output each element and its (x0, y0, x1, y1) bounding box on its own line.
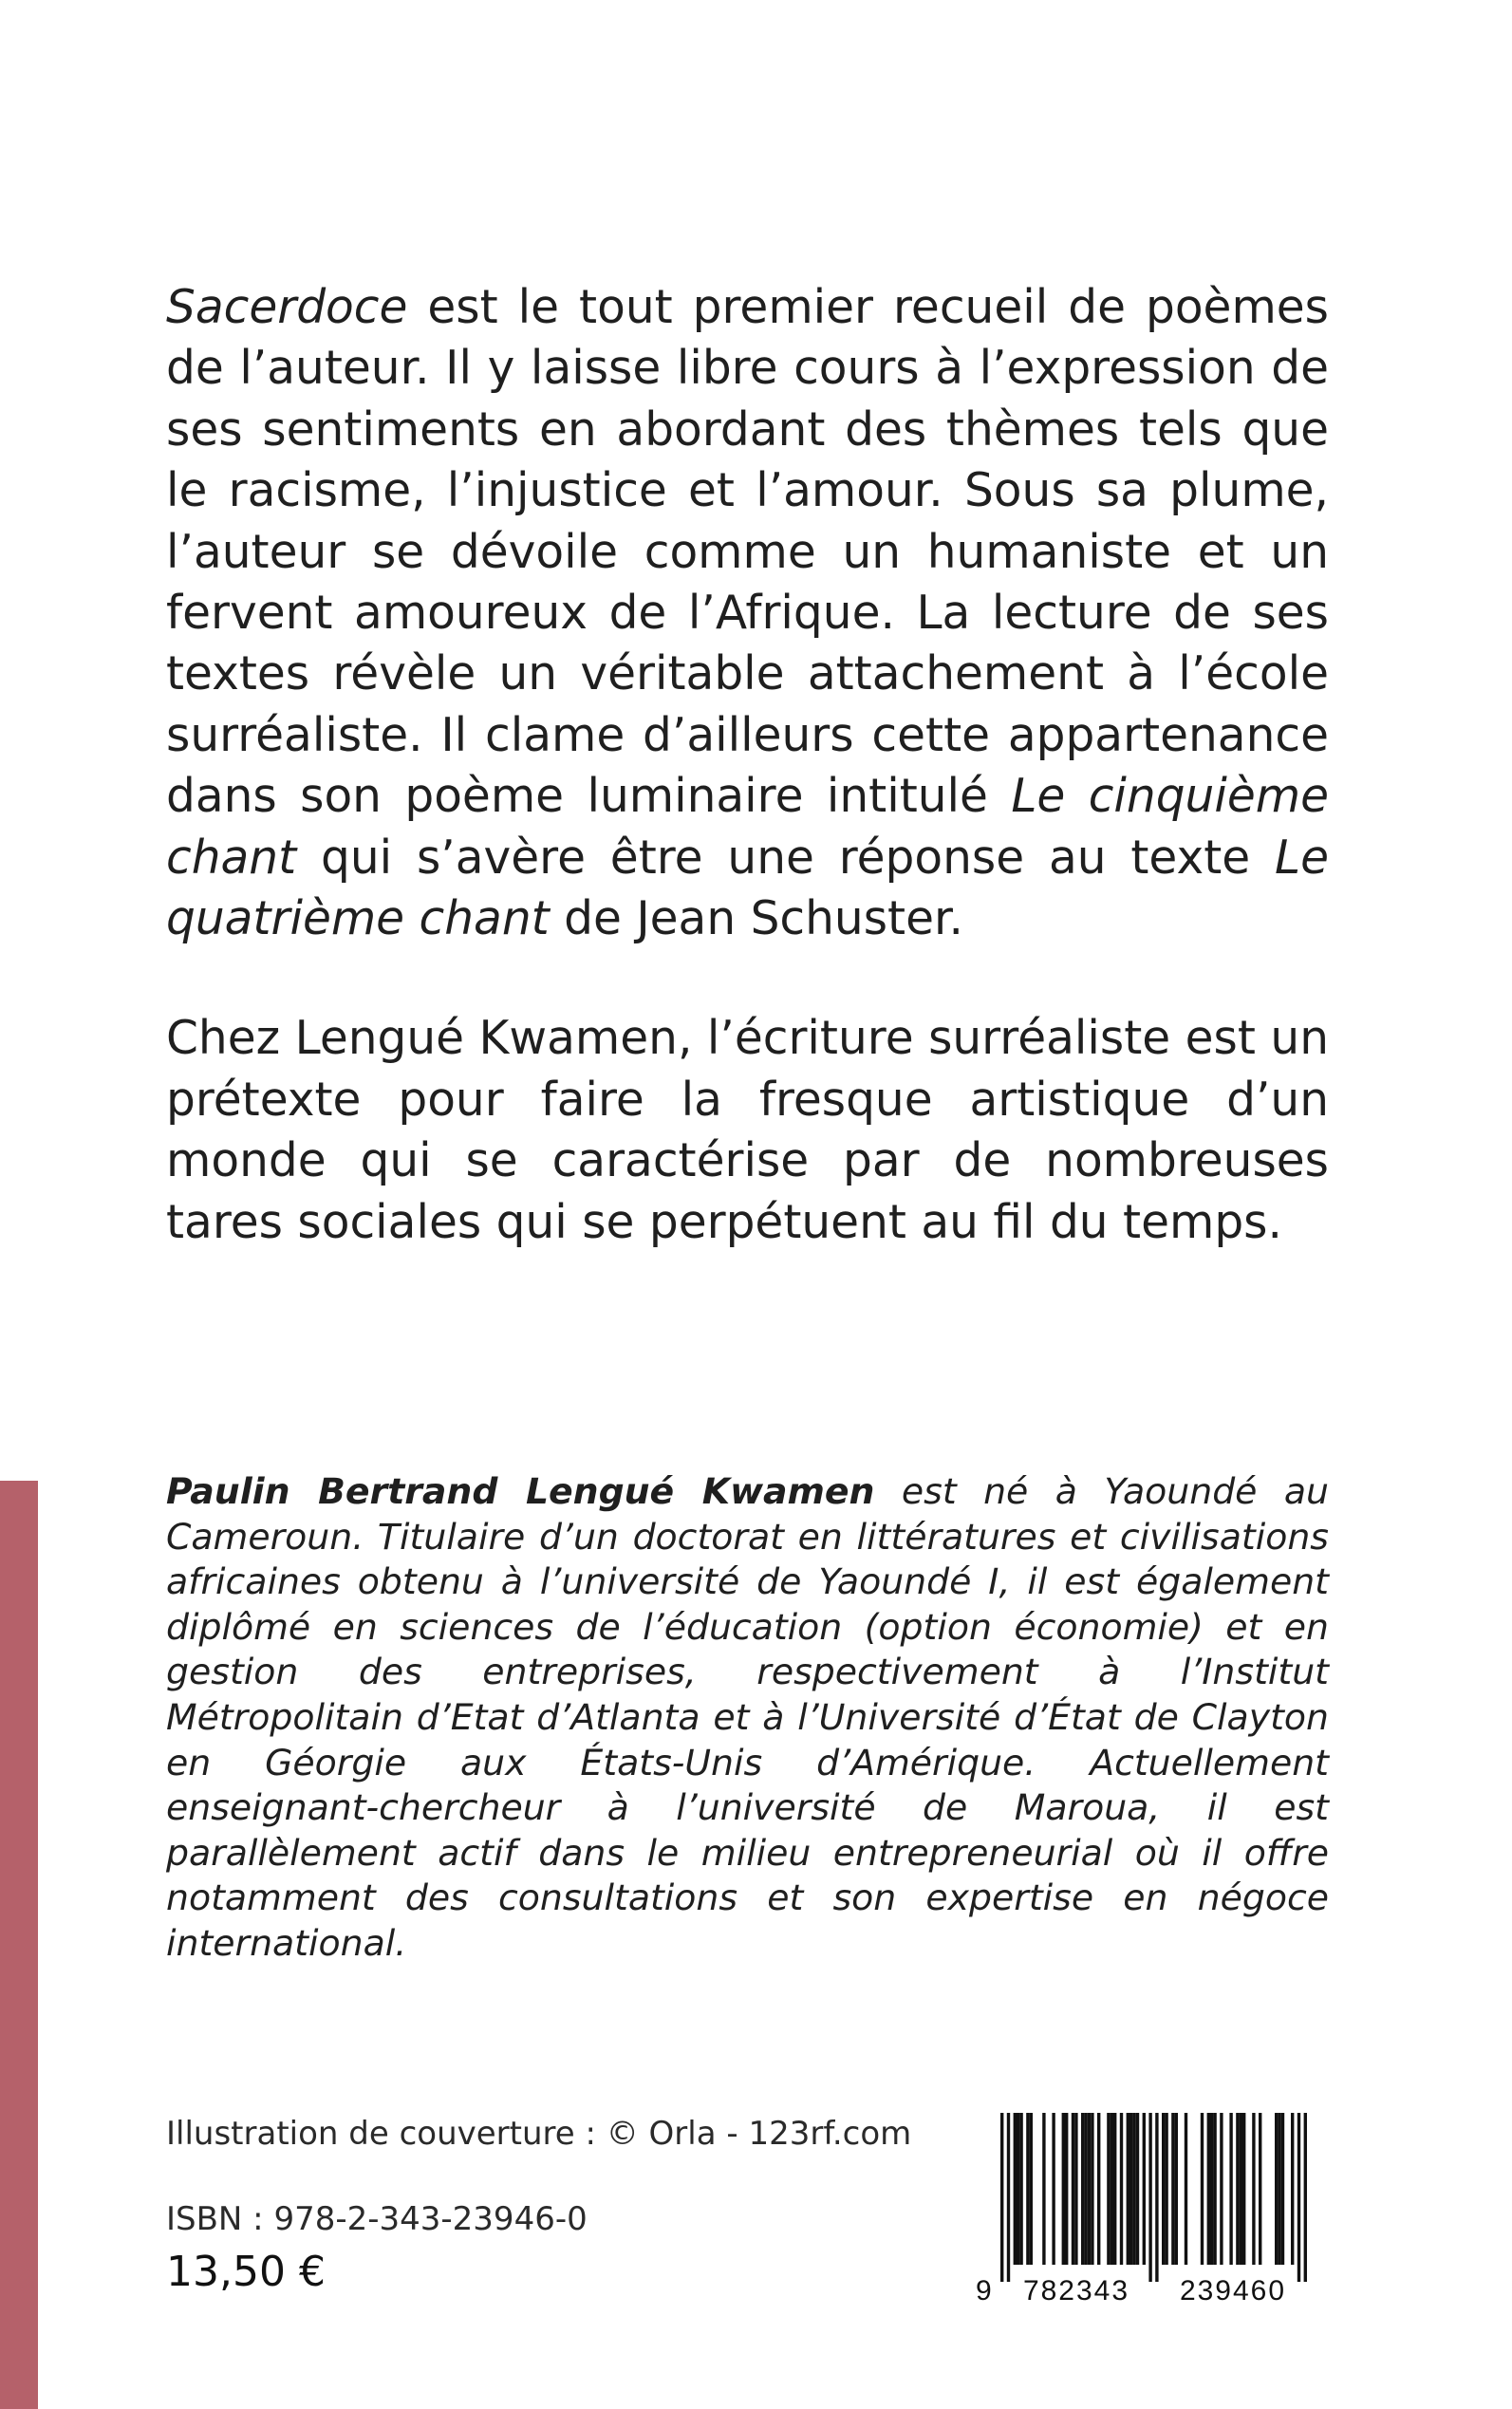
barcode-bar (1074, 2113, 1077, 2265)
barcode-bar (1000, 2113, 1003, 2282)
barcode-bar (1207, 2113, 1210, 2265)
barcode-bar (1042, 2113, 1045, 2265)
barcode-bar (1062, 2113, 1065, 2265)
barcode-bar (1185, 2113, 1187, 2265)
spine-color-band (0, 1481, 38, 2409)
barcode-bar (1097, 2113, 1100, 2265)
author-biography (166, 1469, 1329, 1967)
barcode-bar (1072, 2113, 1074, 2265)
barcode-bar (1304, 2113, 1307, 2282)
barcode-bar (1113, 2113, 1116, 2265)
barcode-bar (1259, 2113, 1261, 2265)
barcode-bar (1017, 2113, 1019, 2265)
barcode-bar (1088, 2113, 1091, 2265)
barcode-bar (1148, 2113, 1151, 2282)
summary-paragraph-1 (166, 277, 1329, 949)
barcode-bar (1242, 2113, 1245, 2265)
barcode-bar (1278, 2113, 1280, 2265)
barcode-left-digits: 782343 (1022, 2275, 1130, 2304)
barcode-right-digits: 239460 (1179, 2275, 1287, 2304)
barcode-bar (1127, 2113, 1129, 2265)
back-cover-summary (166, 277, 1329, 1253)
barcode-bar (1220, 2113, 1223, 2265)
summary-text: est le tout premier recueil de poèmes de l’auteur. Il y laisse libre cours à l’expression de ses sentiments en abordant des thèmes tels que le racisme, l’injustice et l’amour. Sous sa plume, l’auteur se dévoile comme un humaniste et un fervent amoureux de l’Afrique. La lecture de ses textes révèle un véritable attachement à l’école surréaliste. Il clame d’ailleurs cette appartenance dans son poème luminaire intitulé (166, 281, 1329, 824)
barcode-bar (1111, 2113, 1113, 2265)
isbn-number: ISBN : 978-2-343-23946-0 (166, 2200, 588, 2238)
barcode-bar (1007, 2113, 1010, 2282)
barcode-bar (1252, 2113, 1255, 2265)
barcode-bar (1297, 2113, 1300, 2282)
barcode-bar (1143, 2113, 1146, 2265)
barcode-bar (1236, 2113, 1239, 2265)
cover-illustration-credit: Illustration de couverture : © Orla - 123rf.com (166, 2115, 912, 2153)
barcode-bar (1291, 2113, 1294, 2265)
barcode-bar (1065, 2113, 1068, 2265)
isbn-barcode (972, 2109, 1337, 2304)
barcode-bar (1201, 2113, 1204, 2265)
barcode-bar (1275, 2113, 1278, 2265)
barcode-bar (1132, 2113, 1135, 2265)
book-title: Sacerdoce (166, 281, 408, 334)
summary-paragraph-2: Chez Lengué Kwamen, l’écriture surréaliste est un prétexte pour faire la fresque artistique d’un monde qui se caractérise par de nombreuses tares sociales qui se perpétuent au fil du temps. (166, 1012, 1329, 1249)
poem-title: Le cinquième chant (166, 770, 1329, 885)
barcode-bar (1175, 2113, 1178, 2265)
referenced-text-title: Le quatrième chant (166, 831, 1329, 946)
barcode-bar (1107, 2113, 1110, 2265)
barcode-bar (1162, 2113, 1165, 2265)
barcode-bar (1136, 2113, 1139, 2265)
barcode-bar (1210, 2113, 1213, 2265)
barcode-bar (1120, 2113, 1123, 2265)
barcode-bar (1084, 2113, 1087, 2265)
author-name: Paulin Bertrand Lengué Kwamen (166, 1470, 875, 1512)
summary-text: qui s’avère être une réponse au texte (296, 831, 1276, 885)
barcode-bar (1155, 2113, 1158, 2282)
summary-text: de Jean Schuster. (549, 892, 963, 946)
barcode-bar (1014, 2113, 1017, 2265)
barcode-first-digit: 9 (976, 2275, 992, 2304)
barcode-bar (1091, 2113, 1093, 2265)
barcode-bar (1052, 2113, 1055, 2265)
barcode-bar (1240, 2113, 1242, 2265)
price: 13,50 € (166, 2248, 326, 2296)
barcode-bar (1171, 2113, 1174, 2265)
biography-text: est né à Yaoundé au Cameroun. Titulaire d’un doctorat en littératures et civilisations africaines obtenu à l’université de Yaoundé I, il est également diplômé en sciences de l’éducation (option économie) et en gestion des entreprises, respectivement à l’Institut Métropolitain d’Etat d’Atlanta et à l’Université d’État de Clayton en Géorgie aux États-Unis d’Amérique. Actuellement enseignant-chercheur à l’université de Maroua, il est parallèlement actif dans le milieu entrepreneurial où il offre notamment des consultations et son expertise en négoce international. (166, 1470, 1330, 1964)
barcode-bar (1229, 2113, 1232, 2265)
barcode-bar (1213, 2113, 1216, 2265)
barcode-bar (1026, 2113, 1029, 2265)
barcode-bar (1081, 2113, 1084, 2265)
barcode-bar (1019, 2113, 1022, 2265)
barcode-bar (1129, 2113, 1132, 2265)
barcode-bar (1281, 2113, 1284, 2265)
barcode-bar (1165, 2113, 1167, 2265)
barcode-bar (1030, 2113, 1033, 2265)
